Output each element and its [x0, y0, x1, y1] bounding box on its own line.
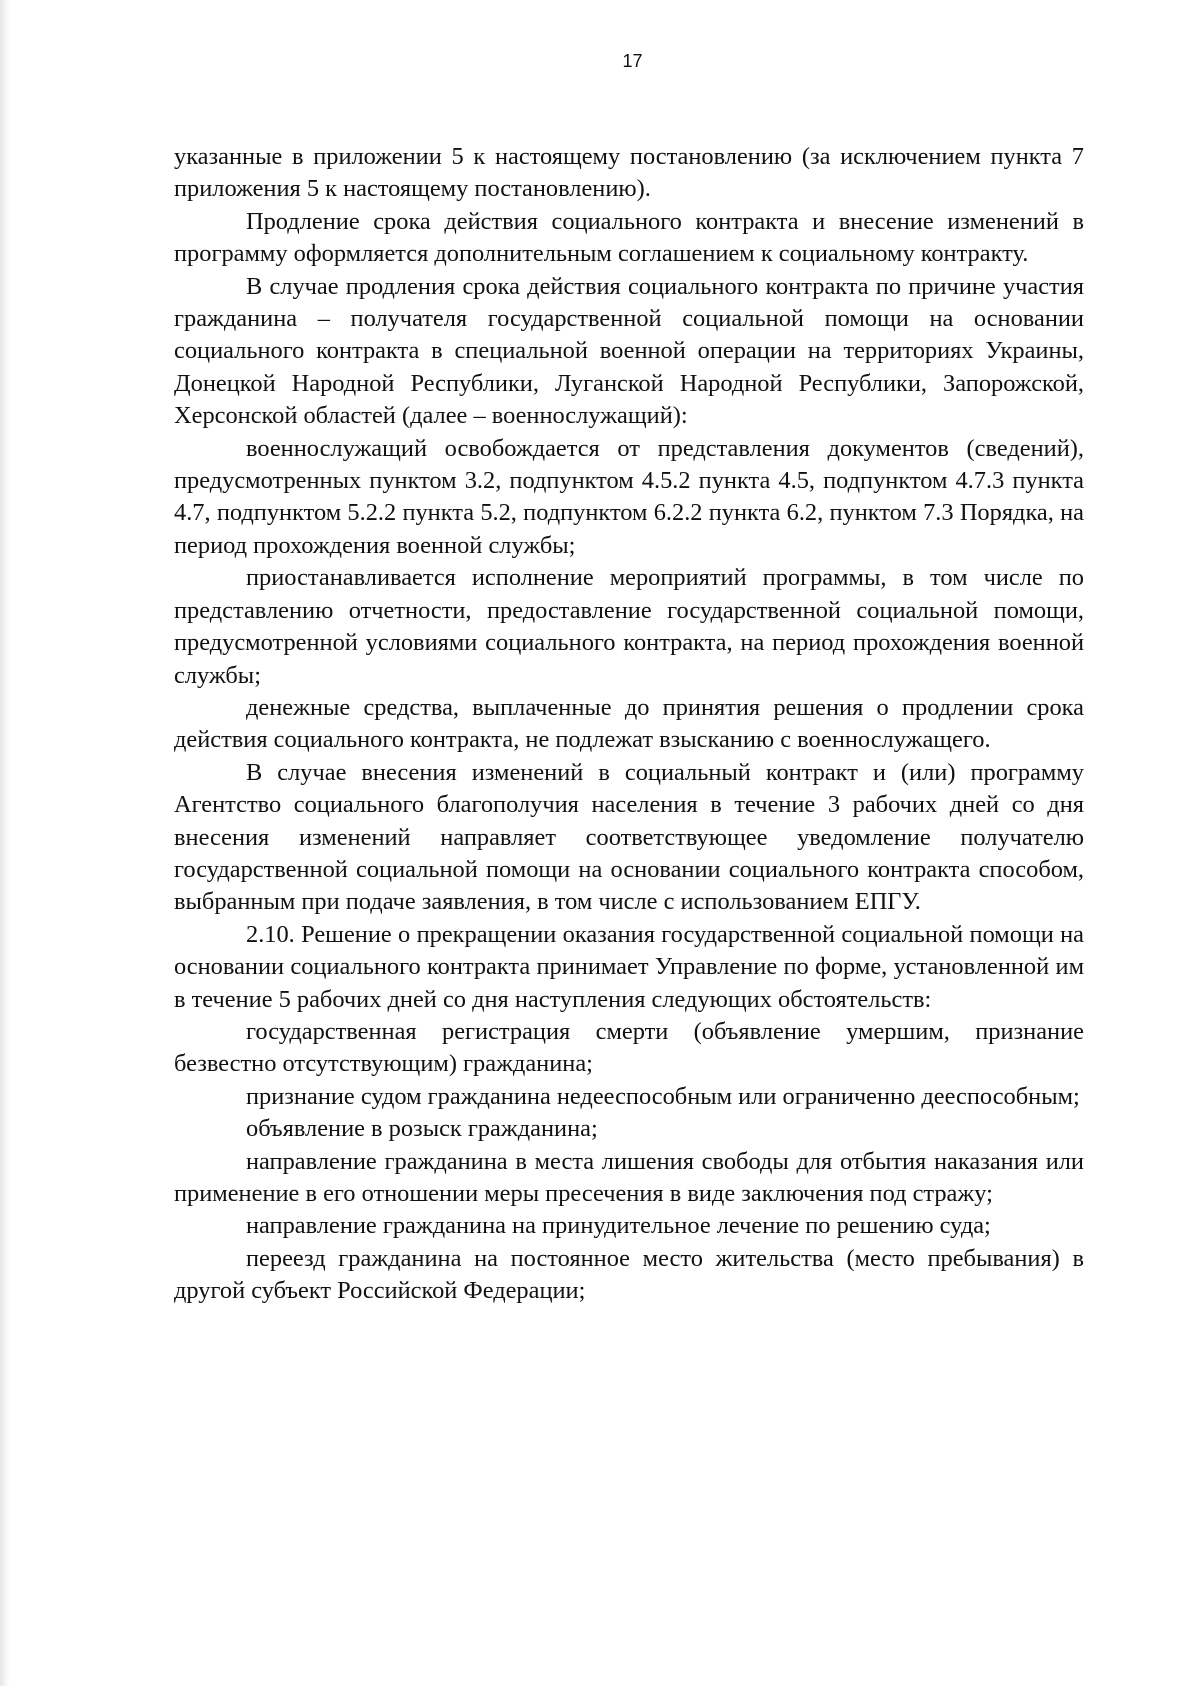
paragraph-document-exemption: военнослужащий освобождается от представления документов (сведений), предусмотренных пунктом 3.2, подпунктом 4.5.2 пункта 4.5, подпунктом 4.7.3 пункта 4.7, подпунктом 5.2.2 пункта 5.2, подпунктом 6.2.2 пункта 6.2, пунктом 7.3 Порядка, на период прохождения военной службы;	[174, 434, 1084, 559]
paragraph-contract-extension: Продление срока действия социального контракта и внесение изменений в программу оформляется дополнительным соглашением к социальному контракту.	[174, 207, 1084, 268]
paragraph-continuation: указанные в приложении 5 к настоящему постановлению (за исключением пункта 7 приложения 5 к настоящему постановлению).	[174, 143, 1084, 203]
page-number: 17	[622, 51, 643, 71]
paragraph-funds-not-recoverable: денежные средства, выплаченные до принятия решения о продлении срока действия социального контракта, не подлежат взысканию с военнослужащего.	[174, 693, 1084, 754]
paragraph-death-registration: государственная регистрация смерти (объявление умершим, признание безвестно отсутствующим) гражданина;	[174, 1017, 1084, 1078]
paragraph-compulsory-treatment: направление гражданина на принудительное лечение по решению суда;	[246, 1212, 991, 1240]
paragraph-relocation: переезд гражданина на постоянное место жительства (место пребывания) в другой субъект Российской Федерации;	[174, 1244, 1084, 1305]
paragraph-imprisonment: направление гражданина в места лишения свободы для отбытия наказания или применение в его отношении меры пресечения в виде заключения под стражу;	[174, 1147, 1084, 1207]
scan-edge	[0, 0, 10, 1686]
document-body	[174, 141, 1084, 1308]
paragraph-wanted-list: объявление в розыск гражданина;	[246, 1115, 598, 1143]
paragraph-program-suspension: приостанавливается исполнение мероприятий программы, в том числе по представлению отчетности, предоставление государственной социальной помощи, предусмотренной условиями социального контракта, на период прохождения военной службы;	[174, 564, 1084, 689]
paragraph-military-participation: В случае продления срока действия социального контракта по причине участия гражданина – получателя государственной социальной помощи на основании социального контракта в специальной военной операции на территориях Украины, Донецкой Народной Республики, Луганской Народной Республики, Запорожской, Херсонской областей (далее – военнослужащий):	[174, 272, 1084, 430]
paragraph-incapacity: признание судом гражданина недееспособным или ограниченно дееспособным;	[246, 1082, 1080, 1110]
paragraph-change-notification: В случае внесения изменений в социальный контракт и (или) программу Агентство социального благополучия населения в течение 3 рабочих дней со дня внесения изменений направляет соответствующее уведомление получателю государственной социальной помощи на основании социального контракта способом, выбранным при подаче заявления, в том числе с использованием ЕПГУ.	[174, 758, 1084, 916]
paragraph-termination-decision: 2.10. Решение о прекращении оказания государственной социальной помощи на основании социального контракта принимает Управление по форме, установленной им в течение 5 рабочих дней со дня наступления следующих обстоятельств:	[174, 920, 1084, 1013]
